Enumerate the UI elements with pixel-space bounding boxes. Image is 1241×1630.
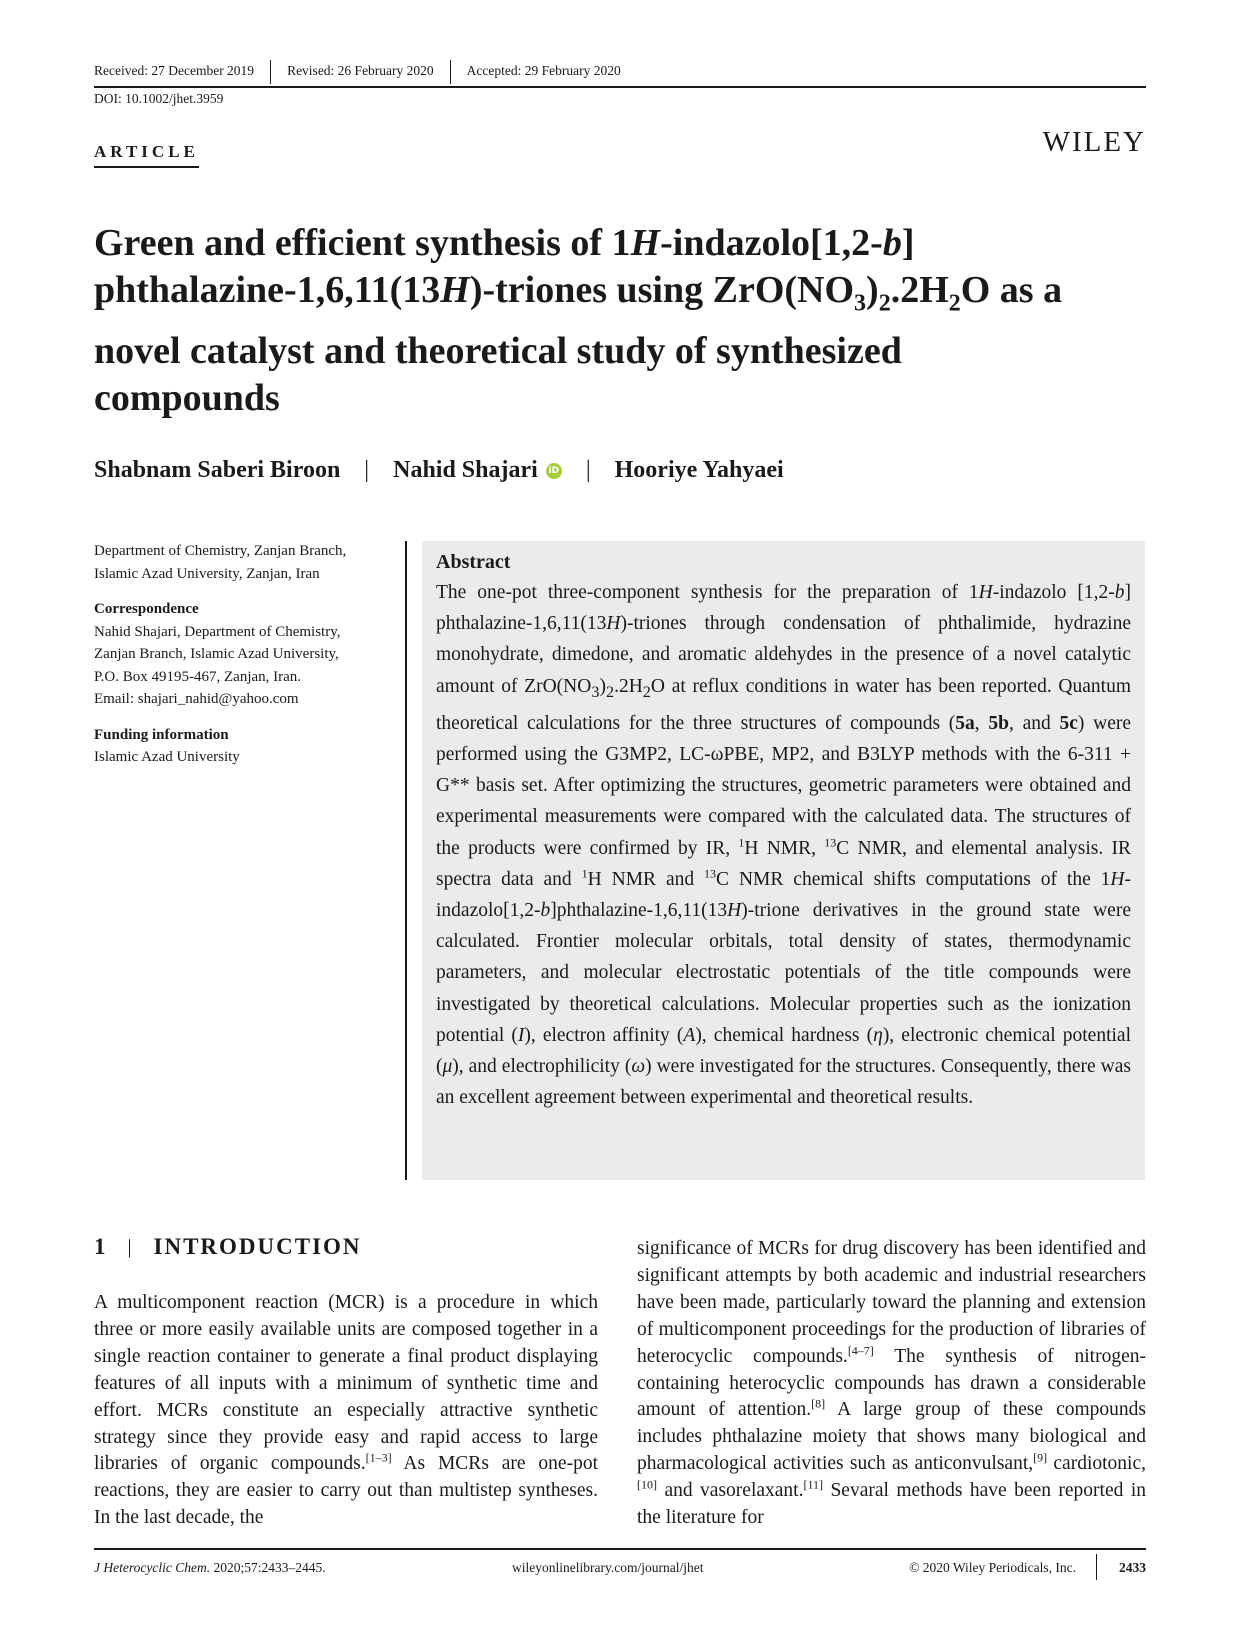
section-heading bbox=[94, 1234, 362, 1260]
section-title: INTRODUCTION bbox=[153, 1234, 362, 1259]
article-type: ARTICLE bbox=[94, 142, 199, 168]
author-list bbox=[94, 457, 784, 484]
column-divider bbox=[405, 541, 407, 1180]
accepted-date: Accepted: 29 February 2020 bbox=[450, 60, 637, 84]
citation-link[interactable]: [1–3] bbox=[365, 1450, 392, 1465]
citation-link[interactable]: [10] bbox=[637, 1477, 657, 1492]
orcid-icon[interactable]: iD bbox=[546, 463, 562, 479]
citation-link[interactable]: [9] bbox=[1033, 1450, 1048, 1465]
copyright: © 2020 Wiley Periodicals, Inc. bbox=[909, 1560, 1076, 1575]
section-number: 1 bbox=[94, 1234, 108, 1259]
journal-citation: J Heterocyclic Chem. 2020;57:2433–2445. bbox=[94, 1560, 326, 1575]
affiliation: Department of Chemistry, Zanjan Branch, Islamic Azad University, Zanjan, Iran bbox=[94, 543, 347, 582]
affiliation-column bbox=[94, 540, 394, 782]
paper-title: Green and efficient synthesis of 1H-indazolo[1,2-b] phthalazine-1,6,11(13H)-triones using $ZrO(NO_3)_2.2H_2O$ as a novel catalyst and theoretical study of synthesized compounds bbox=[94, 222, 1063, 419]
doi[interactable]: DOI: 10.1002/jhet.3959 bbox=[94, 91, 224, 106]
page-number: 2433 bbox=[1096, 1554, 1146, 1580]
received-date: Received: 27 December 2019 bbox=[94, 63, 255, 78]
correspondence: Correspondence Nahid Shajari, Department of Chemistry, Zanjan Branch, Islamic Azad University, P.O. Box 49195-467, Zanjan, Iran. Email: shajari_nahid@yahoo.com bbox=[94, 598, 394, 711]
author-separator: | bbox=[364, 457, 370, 483]
author-separator: | bbox=[585, 457, 591, 483]
revised-date: Revised: 26 February 2020 bbox=[270, 60, 450, 84]
citation-link[interactable]: [4–7] bbox=[847, 1343, 874, 1358]
citation-link[interactable]: [8] bbox=[811, 1396, 826, 1411]
publisher-logo: WILEY bbox=[1042, 126, 1146, 158]
abstract-heading: Abstract bbox=[436, 551, 511, 573]
funding-information: Funding information Islamic Azad University bbox=[94, 726, 240, 765]
author[interactable]: Shabnam Saberi Biroon bbox=[94, 457, 341, 483]
page-footer bbox=[94, 1548, 1146, 1582]
journal-url[interactable]: wileyonlinelibrary.com/journal/jhet bbox=[512, 1560, 704, 1575]
author[interactable]: Hooriye Yahyaei bbox=[614, 457, 784, 483]
article-history bbox=[94, 60, 1146, 88]
body-column-left: A multicomponent reaction (MCR) is a procedure in which three or more easily available units are composed together in a single reaction container to generate a final product displaying features of all inputs with a minimum of synthetic time and effort. MCRs constitute an especially attractive synthetic strategy since they provide easy and rapid access to large libraries of organic compounds.[1–3] As MCRs are one-pot reactions, they are easier to carry out than multistep syntheses. In the last decade, the bbox=[94, 1292, 599, 1529]
email-link[interactable]: Email: shajari_nahid@yahoo.com bbox=[94, 691, 299, 707]
section-separator: | bbox=[127, 1235, 134, 1258]
abstract-text: The one-pot three-component synthesis for the preparation of 1H-indazolo [1,2-b] phthalazine-1,6,11(13H)-triones through condensation of phthalimide, hydrazine monohydrate, dimedone, and aromatic aldehydes in the presence of a novel catalytic amount of $ZrO(NO_3)_2.2H_2O$ at reflux conditions in water has been reported. Quantum theoretical calculations for the three structures of compounds (5a, 5b, and 5c) were performed using the G3MP2, LC-ωPBE, MP2, and B3LYP methods with the 6-311 + G** basis set. After optimizing the structures, geometric parameters were obtained and experimental measurements were compared with the calculated data. The structures of the products were confirmed by IR, $^1$H NMR, $^{13}$C NMR, and elemental analysis. IR spectra data and $^1$H NMR and $^{13}$C NMR chemical shifts computations of the 1H-indazolo[1,2-b]phthalazine-1,6,11(13H)-trione derivatives in the ground state were calculated. Frontier molecular orbitals, total density of states, thermodynamic parameters, and molecular electrostatic potentials of the title compounds were investigated by theoretical calculations. Molecular properties such as the ionization potential (I), electron affinity (A), chemical hardness (η), electronic chemical potential (μ), and electrophilicity (ω) were investigated for the structures. Consequently, there was an excellent agreement between experimental and theoretical results. bbox=[436, 582, 1132, 1109]
author[interactable]: Nahid Shajari bbox=[393, 457, 538, 483]
abstract-box bbox=[422, 541, 1145, 1180]
citation-link[interactable]: [11] bbox=[803, 1477, 824, 1492]
body-column-right: significance of MCRs for drug discovery has been identified and significant attempts by both academic and industrial researchers have been made, particularly toward the planning and extension of multicomponent proceedings for the production of libraries of heterocyclic compounds.[4–7] The synthesis of nitrogen-containing heterocyclic compounds has drawn a considerable amount of attention.[8] A large group of these compounds includes phthalazine moiety that shows many biological and pharmacological activities such as anticonvulsant,[9] cardiotonic,[10] and vasorelaxant.[11] Sevaral methods have been reported in the literature for bbox=[637, 1238, 1147, 1529]
